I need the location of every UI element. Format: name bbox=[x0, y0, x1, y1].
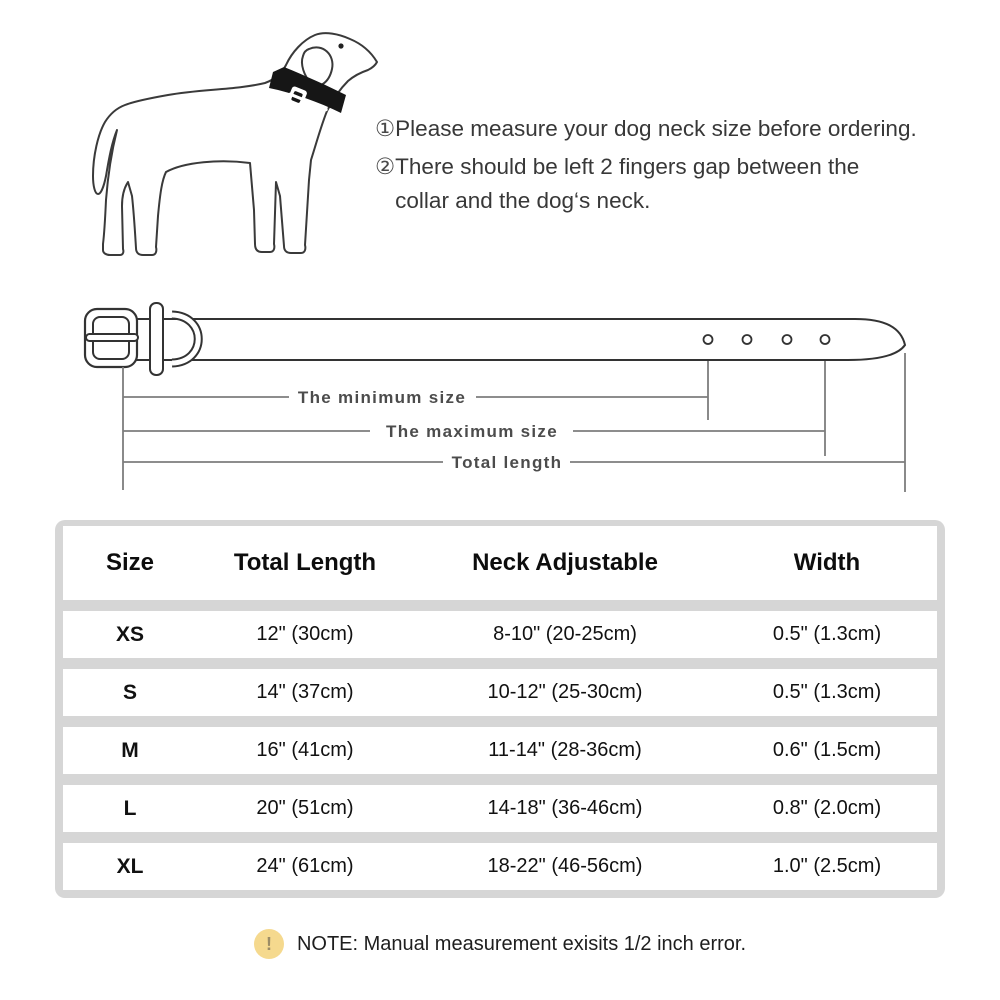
header-neck-adjustable: Neck Adjustable bbox=[472, 549, 658, 576]
cell-size: M bbox=[121, 738, 139, 762]
cell-total-length: 14" (37cm) bbox=[256, 681, 354, 703]
table-row-m bbox=[63, 727, 937, 774]
dog-outline bbox=[93, 33, 377, 255]
min-size-label: The minimum size bbox=[297, 388, 467, 407]
exclamation-icon: ! bbox=[254, 929, 284, 959]
table-row-xl bbox=[63, 843, 937, 890]
cell-width: 0.5" (1.3cm) bbox=[772, 623, 882, 645]
cell-neck-adjustable: 8-10" (20-25cm) bbox=[493, 623, 637, 645]
cell-width: 0.8" (2.0cm) bbox=[772, 797, 882, 819]
instruction-list bbox=[375, 112, 960, 222]
cell-size: S bbox=[122, 680, 137, 704]
cell-width: 0.6" (1.5cm) bbox=[772, 739, 882, 761]
cell-size: XL bbox=[116, 854, 144, 878]
instruction-item-2 bbox=[375, 150, 960, 218]
header-width: Width bbox=[793, 549, 861, 576]
header-size: Size bbox=[105, 549, 155, 576]
cell-total-length: 12" (30cm) bbox=[256, 623, 354, 645]
instruction-text-1: Please measure your dog neck size before ordering. bbox=[395, 116, 917, 141]
table-row-s bbox=[63, 669, 937, 716]
table-header-row bbox=[63, 526, 937, 600]
circled-number-2: ② bbox=[375, 154, 396, 179]
collar-diagram bbox=[60, 295, 960, 510]
cell-neck-adjustable: 11-14" (28-36cm) bbox=[488, 739, 642, 761]
cell-width: 0.5" (1.3cm) bbox=[772, 681, 882, 703]
cell-neck-adjustable: 10-12" (25-30cm) bbox=[487, 681, 643, 703]
size-table bbox=[55, 520, 945, 898]
header-total-length: Total Length bbox=[233, 549, 377, 576]
instruction-text-2: There should be left 2 fingers gap between the collar and the dog‘s neck. bbox=[395, 154, 860, 213]
dog-eye bbox=[338, 43, 343, 48]
cell-size: L bbox=[123, 796, 137, 820]
note-bar bbox=[0, 929, 1000, 959]
collar-keeper-loop bbox=[150, 303, 163, 375]
cell-total-length: 16" (41cm) bbox=[256, 739, 354, 761]
table-row-xs bbox=[63, 611, 937, 658]
cell-total-length: 24" (61cm) bbox=[256, 855, 354, 877]
cell-size: XS bbox=[115, 622, 144, 646]
instruction-item-1 bbox=[375, 112, 960, 146]
circled-number-1: ① bbox=[375, 116, 396, 141]
max-size-label: The maximum size bbox=[386, 422, 558, 441]
total-length-label: Total length bbox=[451, 453, 563, 472]
cell-width: 1.0" (2.5cm) bbox=[772, 855, 882, 877]
dog-illustration bbox=[60, 10, 400, 300]
cell-neck-adjustable: 14-18" (36-46cm) bbox=[487, 797, 643, 819]
cell-total-length: 20" (51cm) bbox=[256, 797, 354, 819]
table-row-l bbox=[63, 785, 937, 832]
note-text: NOTE: Manual measurement exisits 1/2 inch error. bbox=[296, 932, 747, 955]
cell-neck-adjustable: 18-22" (46-56cm) bbox=[487, 855, 643, 877]
collar-buckle bbox=[85, 309, 138, 367]
